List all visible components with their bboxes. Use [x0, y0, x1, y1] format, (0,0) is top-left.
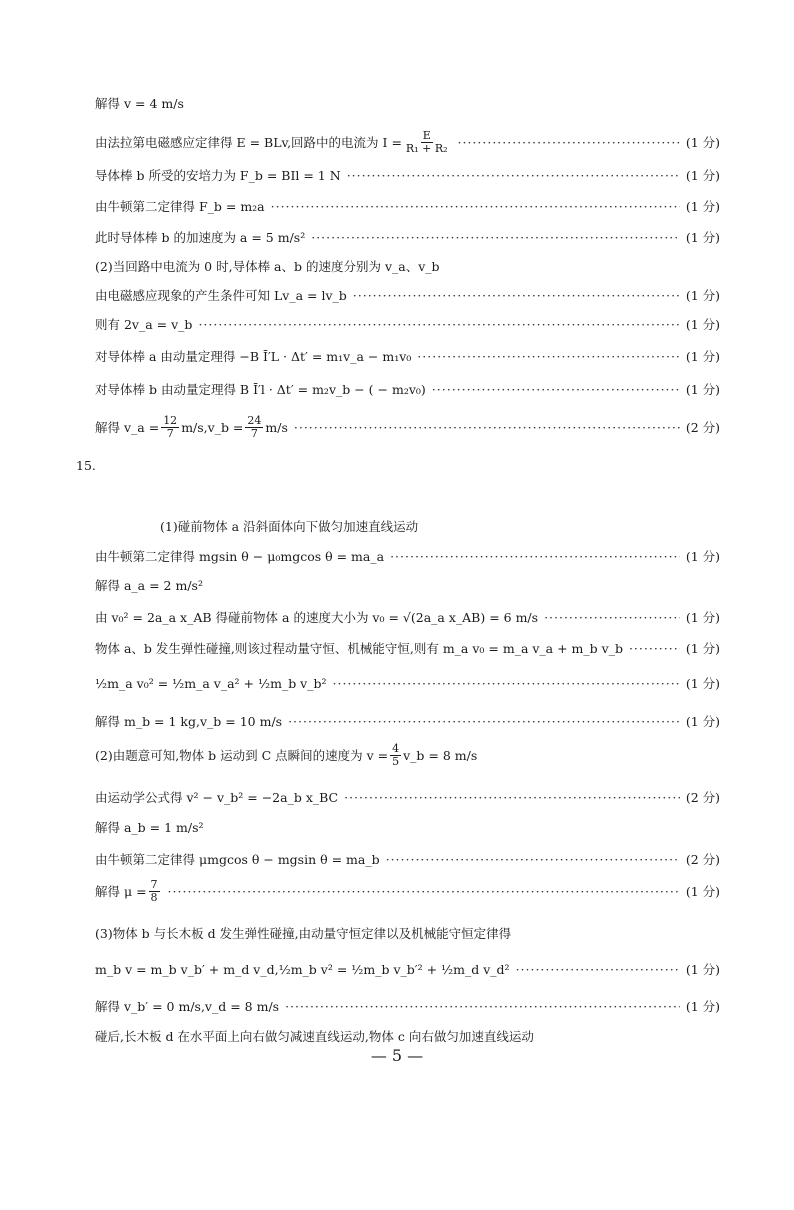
fraction: $\frac{24}{7}$ [247, 413, 262, 440]
solution-line: 由牛顿第二定律得 mgsin θ − μ₀mgcos θ = ma_a ····· (1 分) [95, 547, 720, 565]
fraction: $\frac{7}{8}$ [150, 877, 158, 904]
solution-line: 由运动学公式得 v² − v_b² = −2a_b x_BC ····· (2 分) [95, 788, 720, 806]
score: (1 分) [685, 714, 720, 729]
solution-line: (1)碰前物体 a 沿斜面体向下做匀加速直线运动 [160, 519, 419, 534]
score: (1 分) [685, 317, 720, 332]
score: (1 分) [685, 199, 720, 214]
score: (1 分) [685, 641, 720, 656]
solution-line: (3)物体 b 与长木板 d 发生弹性碰撞,由动量守恒定律以及机械能守恒定律得 [95, 926, 512, 941]
solution-line: 碰后,长木板 d 在水平面上向右做匀减速直线运动,物体 c 向右做匀加速直线运动 [95, 1029, 534, 1044]
score: (1 分) [685, 962, 720, 977]
score: (1 分) [685, 349, 720, 364]
solution-line: 解得 v_a = $\frac{12}{7}$ m/s,v_b = $\frac{24}{7}$ m/s ····· (2 分) [95, 412, 720, 442]
solution-line: m_b v = m_b v_b′ + m_d v_d,½m_b v² = ½m_b v_b′² + ½m_d v_d² ····· (1 分) [95, 960, 720, 978]
solution-line: 由 v₀² = 2a_a x_AB 得碰前物体 a 的速度大小为 v₀ = √(2a_a x_AB) = 6 m/s ····· (1 分) [95, 608, 720, 626]
fraction: $\frac{12}{7}$ [163, 413, 178, 440]
solution-line: 则有 2v_a = v_b ····· (1 分) [95, 315, 720, 333]
solution-line: 物体 a、b 发生弹性碰撞,则该过程动量守恒、机械能守恒,则有 m_a v₀ = m_a v_a + m_b v_b ····· (1 分) [95, 639, 720, 657]
solution-line: 解得 a_a = 2 m/s² [95, 578, 203, 593]
score: (1 分) [685, 230, 720, 245]
score: (1 分) [685, 999, 720, 1014]
score: (1 分) [685, 610, 720, 625]
score: (2 分) [685, 420, 720, 435]
solution-line: 解得 v_b′ = 0 m/s,v_d = 8 m/s ····· (1 分) [95, 997, 720, 1015]
score: (1 分) [685, 549, 720, 564]
score: (1 分) [685, 288, 720, 303]
solution-line: 解得 m_b = 1 kg,v_b = 10 m/s ····· (1 分) [95, 712, 720, 730]
solution-line: (2)当回路中电流为 0 时,导体棒 a、b 的速度分别为 v_a、v_b [95, 259, 440, 274]
solution-line: 对导体棒 b 由动量定理得 B Ī′l · Δt′ = m₂v_b − ( − m₂v₀) ····· (1 分) [95, 380, 720, 398]
solution-line: 由牛顿第二定律得 F_b = m₂a ····· (1 分) [95, 197, 720, 215]
solution-line: ½m_a v₀² = ½m_a v_a² + ½m_b v_b² ····· (1 分) [95, 674, 720, 692]
score: (2 分) [685, 790, 720, 805]
solution-line: 对导体棒 a 由动量定理得 −B Ī′L · Δt′ = m₁v_a − m₁v₀ ····· (1 分) [95, 347, 720, 365]
score: (1 分) [685, 884, 720, 899]
solution-line: 由牛顿第二定律得 μmgcos θ − mgsin θ = ma_b ····· (2 分) [95, 850, 720, 868]
score: (2 分) [685, 852, 720, 867]
solution-line: (2)由题意可知,物体 b 运动到 C 点瞬间的速度为 v = $\frac{4}{5}$ v_b = 8 m/s [95, 742, 478, 768]
solution-line: 解得 a_b = 1 m/s² [95, 820, 204, 835]
fraction: $\frac{E}{\text{R₁ + R₂}}$ [405, 128, 448, 155]
solution-line: 由电磁感应现象的产生条件可知 Lv_a = lv_b ····· (1 分) [95, 286, 720, 304]
score: (1 分) [685, 135, 720, 150]
solution-line: 此时导体棒 b 的加速度为 a = 5 m/s² ····· (1 分) [95, 228, 720, 246]
score: (1 分) [685, 382, 720, 397]
solution-line: 由法拉第电磁感应定律得 E = BLv,回路中的电流为 I = $\frac{E}{\text{R₁ + R₂}}$ ····· (1 分) [95, 128, 720, 156]
score: (1 分) [685, 676, 720, 691]
score: (1 分) [685, 168, 720, 183]
fraction: $\frac{4}{5}$ [392, 742, 400, 768]
solution-line: 解得 μ = $\frac{7}{8}$ ····· (1 分) [95, 876, 720, 906]
question-number: 15. [76, 458, 96, 473]
page-number: — 5 — [370, 1046, 424, 1065]
solution-line: 解得 v = 4 m/s [95, 96, 184, 111]
solution-line: 导体棒 b 所受的安培力为 F_b = BIl = 1 N ····· (1 分) [95, 166, 720, 184]
